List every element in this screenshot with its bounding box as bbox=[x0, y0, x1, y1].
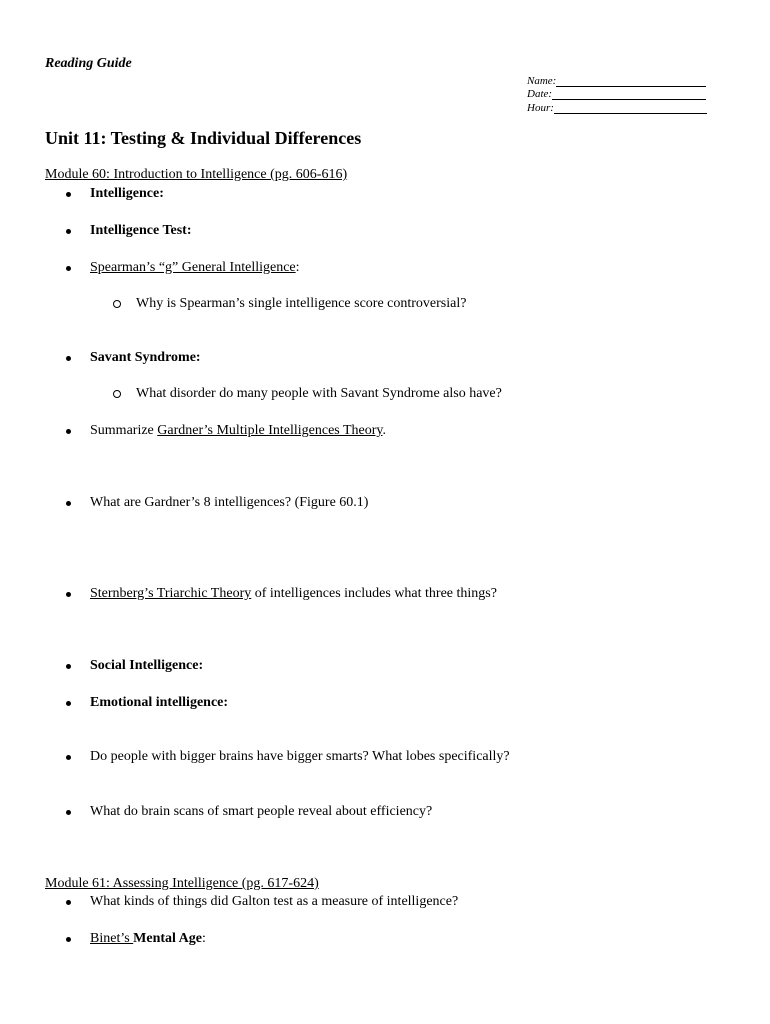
name-row bbox=[527, 73, 707, 87]
bullet-icon bbox=[66, 501, 71, 506]
date-label: Date: bbox=[527, 88, 553, 100]
item-text: Intelligence: bbox=[90, 186, 164, 201]
item-text: Savant Syndrome: bbox=[90, 350, 201, 365]
binet-colon: : bbox=[202, 931, 206, 946]
item-text: What do brain scans of smart people reveal about efficiency? bbox=[90, 804, 433, 819]
module-60-heading: Module 60: Introduction to Intelligence (pg. 606-616) bbox=[45, 167, 348, 182]
item-text: What kinds of things did Galton test as a measure of intelligence? bbox=[90, 894, 459, 909]
bullet-icon bbox=[66, 755, 71, 760]
bullet-icon bbox=[66, 229, 71, 234]
bullet-icon bbox=[66, 810, 71, 815]
spearman-term: Spearman’s “g” General Intelligence bbox=[90, 260, 296, 275]
bullet-icon bbox=[66, 592, 71, 597]
student-info-block bbox=[527, 73, 707, 114]
item-text: Do people with bigger brains have bigger smarts? What lobes specifically? bbox=[90, 749, 510, 764]
hour-label: Hour: bbox=[527, 101, 554, 114]
hour-row bbox=[527, 100, 707, 114]
sub-item-text: Why is Spearman’s single intelligence score controversial? bbox=[136, 296, 467, 311]
circle-bullet-icon bbox=[113, 390, 121, 398]
sternberg-term: Sternberg’s Triarchic Theory bbox=[90, 586, 252, 601]
item-text: What are Gardner’s 8 intelligences? (Figure 60.1) bbox=[90, 495, 369, 510]
item-text: Emotional intelligence: bbox=[90, 695, 229, 710]
bullet-icon bbox=[66, 900, 71, 905]
summarize-prefix: Summarize bbox=[90, 423, 158, 438]
unit-title: Unit 11: Testing & Individual Differences bbox=[45, 128, 362, 148]
item-text bbox=[90, 586, 497, 602]
bullet-icon bbox=[66, 356, 71, 361]
item-text bbox=[90, 423, 386, 439]
binet-term: Binet’s bbox=[90, 931, 134, 946]
sternberg-suffix: of intelligences includes what three things? bbox=[251, 586, 497, 601]
mental-age-term: Mental Age bbox=[133, 931, 202, 946]
circle-bullet-icon bbox=[113, 300, 121, 308]
date-field-line[interactable] bbox=[552, 89, 706, 100]
bullet-icon bbox=[66, 937, 71, 942]
item-text: Intelligence Test: bbox=[90, 223, 192, 238]
spearman-colon: : bbox=[295, 260, 300, 275]
bullet-icon bbox=[66, 664, 71, 669]
hour-field-line[interactable] bbox=[554, 103, 707, 114]
date-row bbox=[527, 87, 707, 101]
bullet-icon bbox=[66, 701, 71, 706]
item-text bbox=[90, 260, 300, 276]
guide-label: Reading Guide bbox=[45, 56, 132, 71]
module-61-heading: Module 61: Assessing Intelligence (pg. 617-624) bbox=[45, 876, 319, 891]
bullet-icon bbox=[66, 266, 71, 271]
item-text bbox=[90, 931, 206, 947]
gardner-term: Gardner’s Multiple Intelligences Theory bbox=[157, 423, 383, 438]
item-text: Social Intelligence: bbox=[90, 658, 204, 673]
name-field-line[interactable] bbox=[556, 76, 706, 87]
summarize-suffix: . bbox=[382, 423, 386, 438]
bullet-icon bbox=[66, 192, 71, 197]
sub-item-text: What disorder do many people with Savant Syndrome also have? bbox=[136, 386, 502, 401]
bullet-icon bbox=[66, 429, 71, 434]
name-label: Name: bbox=[527, 74, 557, 87]
